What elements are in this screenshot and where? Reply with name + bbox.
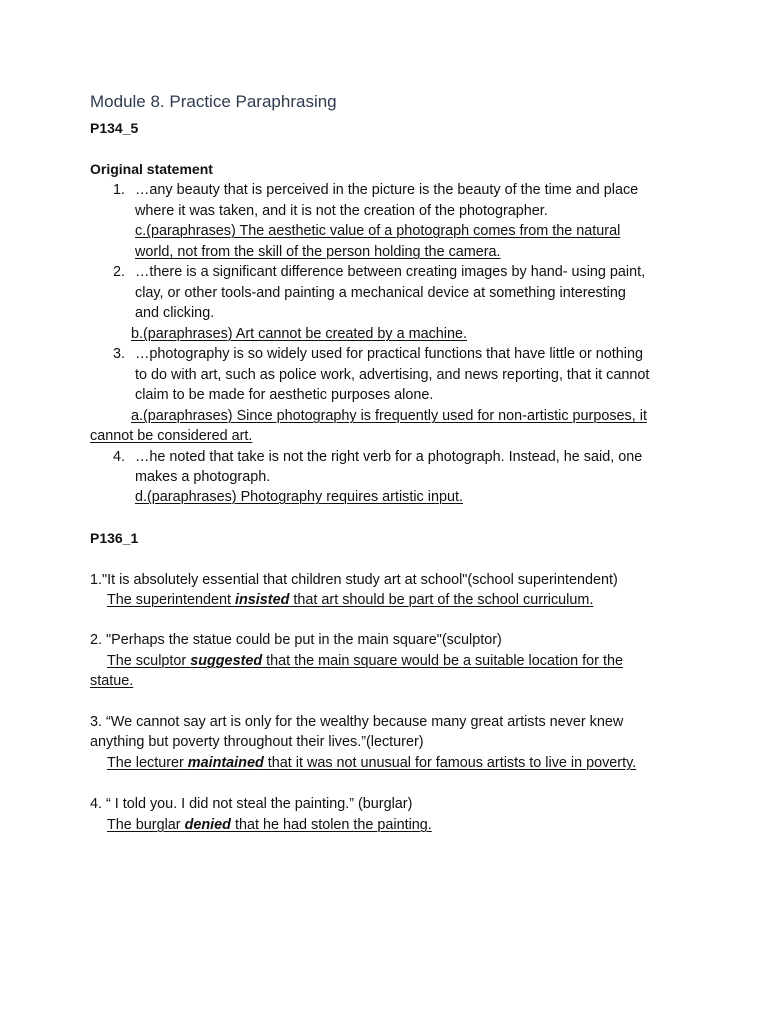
- section-heading-p134: P134_5: [90, 120, 139, 136]
- paraphrase-line: d.(paraphrases) Photography requires artistic input.: [135, 489, 463, 505]
- statement-line: and clicking.: [135, 305, 215, 321]
- answer-line: [107, 590, 593, 610]
- paraphrase-line: world, not from the skill of the person holding the camera.: [135, 244, 501, 260]
- original-statement-heading: Original statement: [90, 161, 213, 177]
- answer-text: that it was not unusual for famous artists to live in poverty.: [263, 755, 637, 771]
- paraphrase-line: c.(paraphrases) The aesthetic value of a photograph comes from the natural: [135, 223, 621, 239]
- quote-line: 1."It is absolutely essential that children study art at school"(school superintendent): [90, 572, 618, 588]
- page-title: Module 8. Practice Paraphrasing: [90, 92, 337, 111]
- list-number: 4.: [113, 449, 126, 465]
- answer-text: that the main square would be a suitable location for the: [262, 653, 623, 669]
- answer-text: The superintendent: [107, 592, 236, 608]
- answer-text: The lecturer: [107, 755, 188, 771]
- quote-line: anything but poverty throughout their lives.”(lecturer): [90, 734, 424, 750]
- answer-text: The sculptor: [107, 653, 191, 669]
- statement-line: …any beauty that is perceived in the picture is the beauty of the time and place: [135, 182, 639, 198]
- quote-line: 3. “We cannot say art is only for the wealthy because many great artists never knew: [90, 714, 624, 730]
- statement-line: …there is a significant difference between creating images by hand- using paint,: [135, 264, 646, 280]
- answer-text: that art should be part of the school curriculum.: [289, 592, 594, 608]
- statement-line: makes a photograph.: [135, 469, 271, 485]
- statement-line: …he noted that take is not the right verb for a photograph. Instead, he said, one: [135, 449, 643, 465]
- reporting-verb: denied: [184, 817, 231, 833]
- reporting-verb: maintained: [187, 755, 264, 771]
- statement-line: …photography is so widely used for practical functions that have little or nothing: [135, 346, 643, 362]
- answer-text: The burglar: [107, 817, 185, 833]
- statement-line: to do with art, such as police work, advertising, and news reporting, that it cannot: [135, 367, 650, 383]
- statement-line: clay, or other tools-and painting a mechanical device at something interesting: [135, 285, 626, 301]
- list-number: 2.: [113, 264, 126, 280]
- reporting-verb: suggested: [190, 653, 263, 669]
- section-heading-p136: P136_1: [90, 530, 139, 546]
- answer-line-continued: statue.: [90, 673, 134, 689]
- paraphrase-line: cannot be considered art.: [90, 428, 253, 444]
- statement-line: claim to be made for aesthetic purposes alone.: [135, 387, 434, 403]
- answer-text: that he had stolen the painting.: [230, 817, 432, 833]
- statement-line: where it was taken, and it is not the creation of the photographer.: [135, 203, 548, 219]
- reporting-verb: insisted: [235, 592, 290, 608]
- answer-line: [107, 651, 623, 671]
- list-number: 1.: [113, 182, 126, 198]
- answer-line: [107, 815, 432, 835]
- paraphrase-line: b.(paraphrases) Art cannot be created by a machine.: [131, 326, 467, 342]
- list-number: 3.: [113, 346, 126, 362]
- quote-line: 4. “ I told you. I did not steal the painting.” (burglar): [90, 796, 413, 812]
- paraphrase-line: a.(paraphrases) Since photography is frequently used for non-artistic purposes, it: [131, 408, 647, 424]
- quote-line: 2. "Perhaps the statue could be put in the main square"(sculptor): [90, 632, 502, 648]
- answer-line: [107, 753, 636, 773]
